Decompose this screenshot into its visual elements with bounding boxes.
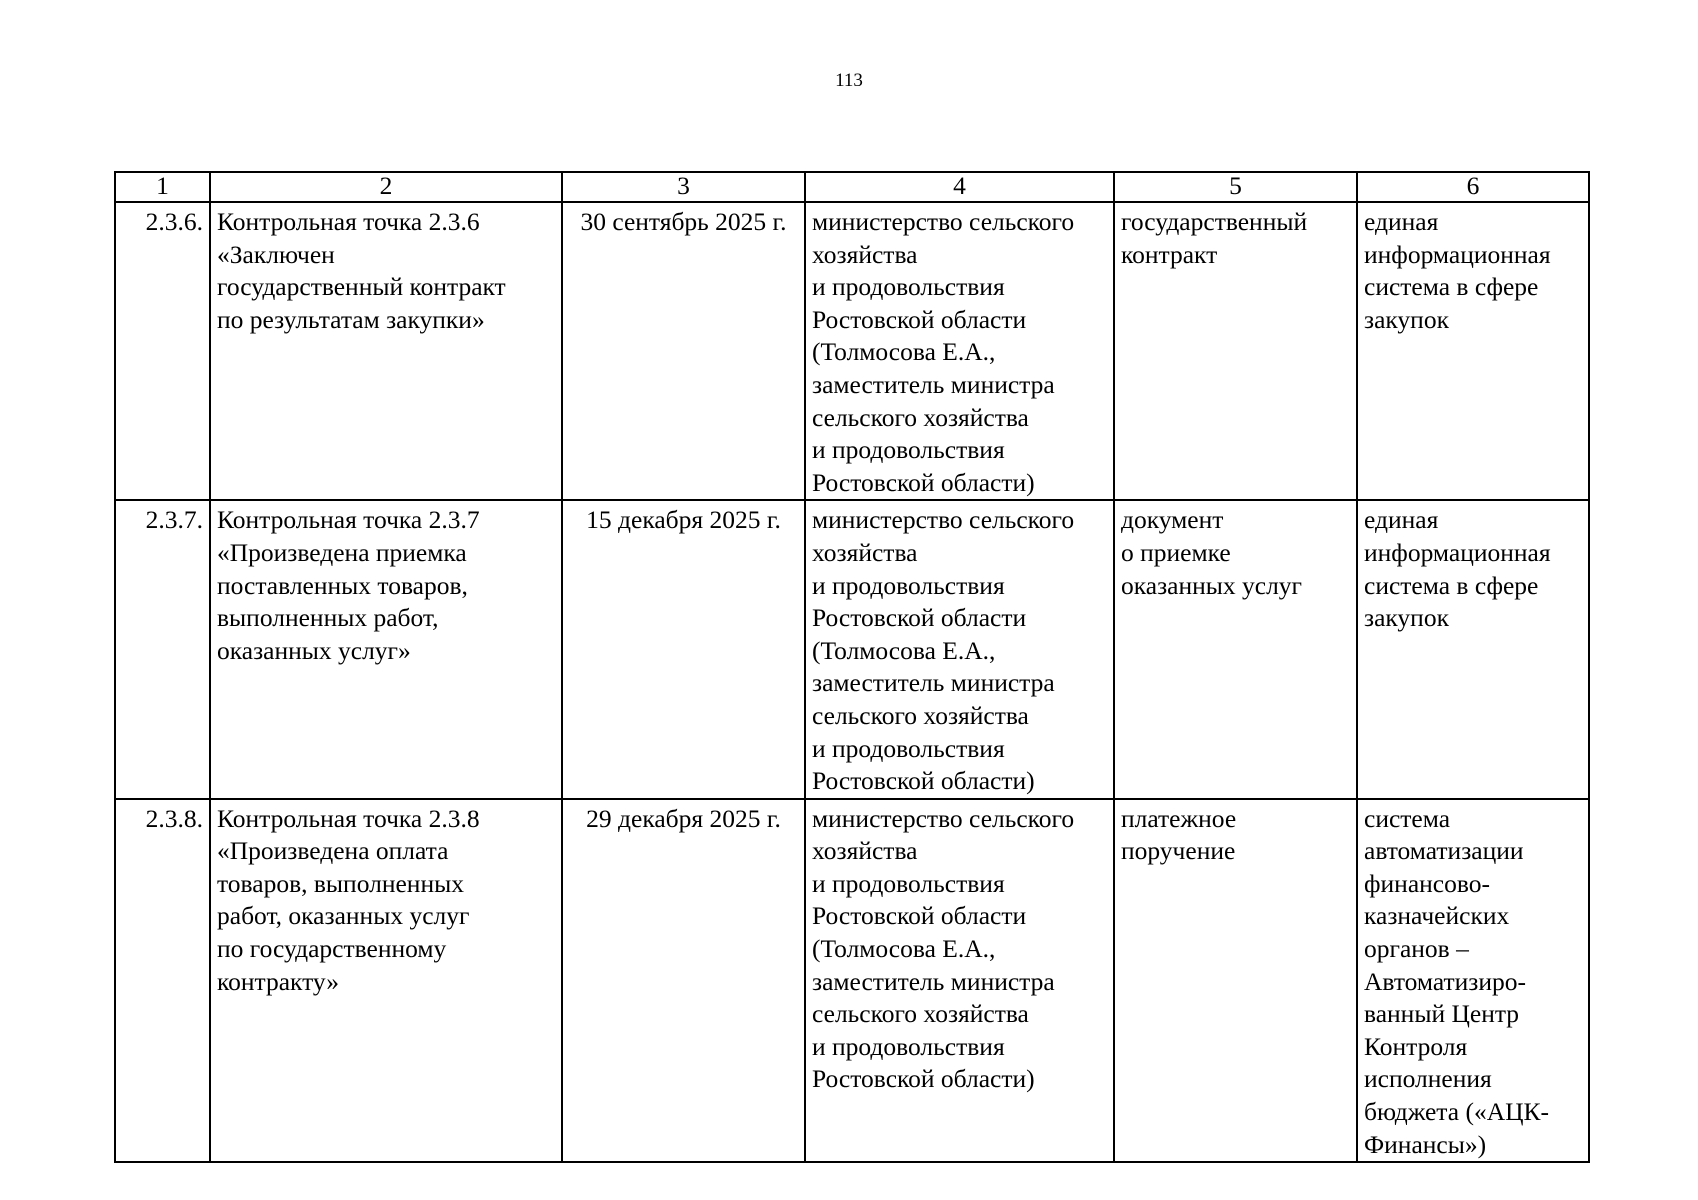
row-number-cell: 2.3.8. bbox=[115, 799, 210, 1163]
information-system-cell: единая информационная система в сфере закупок bbox=[1357, 500, 1589, 798]
responsible-cell: министерство сельского хозяйства и продовольствия Ростовской области (Толмосова Е.А., заместитель министра сельского хозяйства и продовольствия Ростовской области) bbox=[805, 799, 1114, 1163]
table-row bbox=[115, 202, 1589, 500]
document-type-cell: государственный контракт bbox=[1114, 202, 1357, 500]
column-header-2: 2 bbox=[210, 172, 562, 202]
control-point-name-cell: Контрольная точка 2.3.7 «Произведена приемка поставленных товаров, выполненных работ, оказанных услуг» bbox=[210, 500, 562, 798]
control-point-name-cell: Контрольная точка 2.3.8 «Произведена оплата товаров, выполненных работ, оказанных услуг по государственному контракту» bbox=[210, 799, 562, 1163]
column-header-6: 6 bbox=[1357, 172, 1589, 202]
document-type-cell: платежное поручение bbox=[1114, 799, 1357, 1163]
information-system-cell: система автоматизации финансово- казначейских органов – Автоматизиро- ванный Центр Контроля исполнения бюджета («АЦК- Финансы») bbox=[1357, 799, 1589, 1163]
table-row bbox=[115, 500, 1589, 798]
deadline-date-cell: 15 декабря 2025 г. bbox=[562, 500, 805, 798]
responsible-cell: министерство сельского хозяйства и продовольствия Ростовской области (Толмосова Е.А., заместитель министра сельского хозяйства и продовольствия Ростовской области) bbox=[805, 500, 1114, 798]
table-header-row bbox=[115, 172, 1589, 202]
responsible-cell: министерство сельского хозяйства и продовольствия Ростовской области (Толмосова Е.А., заместитель министра сельского хозяйства и продовольствия Ростовской области) bbox=[805, 202, 1114, 500]
column-header-5: 5 bbox=[1114, 172, 1357, 202]
deadline-date-cell: 30 сентябрь 2025 г. bbox=[562, 202, 805, 500]
table-row bbox=[115, 799, 1589, 1163]
row-number-cell: 2.3.6. bbox=[115, 202, 210, 500]
control-point-name-cell: Контрольная точка 2.3.6 «Заключен государственный контракт по результатам закупки» bbox=[210, 202, 562, 500]
column-header-3: 3 bbox=[562, 172, 805, 202]
row-number-cell: 2.3.7. bbox=[115, 500, 210, 798]
deadline-date-cell: 29 декабря 2025 г. bbox=[562, 799, 805, 1163]
information-system-cell: единая информационная система в сфере закупок bbox=[1357, 202, 1589, 500]
page-number: 113 bbox=[835, 70, 863, 91]
column-header-4: 4 bbox=[805, 172, 1114, 202]
control-points-table bbox=[114, 171, 1590, 1163]
document-type-cell: документ о приемке оказанных услуг bbox=[1114, 500, 1357, 798]
column-header-1: 1 bbox=[115, 172, 210, 202]
